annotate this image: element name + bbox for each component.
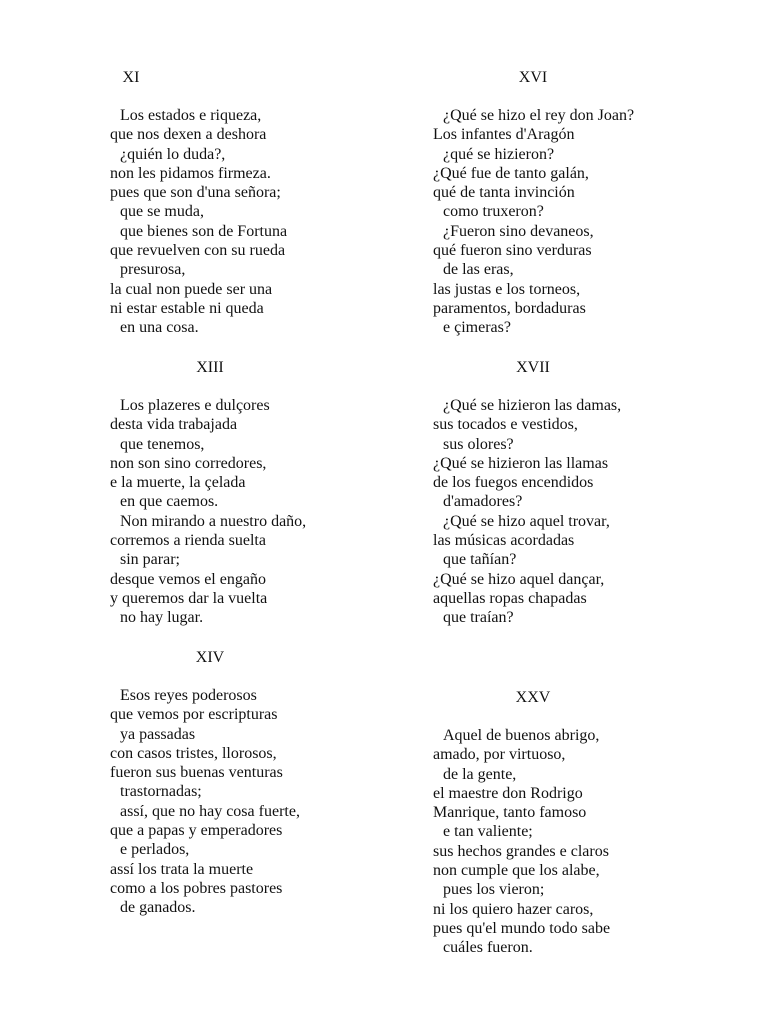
verse-line: ni estar estable ni queda xyxy=(110,299,264,317)
verse-line: que traían? xyxy=(443,609,514,627)
verse-line: non cumple que los alabe, xyxy=(433,862,600,880)
verse-line: ¿qué se hizieron? xyxy=(443,145,555,163)
verse-line: ¿Qué se hizo el rey don Joan? xyxy=(443,107,635,124)
verse-line: assí, que no hay cosa fuerte, xyxy=(120,802,300,820)
verse-line: en que caemos. xyxy=(120,493,219,511)
verse-line: desque vemos el engaño xyxy=(110,570,266,588)
verse-line: de la gente, xyxy=(443,765,517,783)
verse-line: Aquel de buenos abrigo, xyxy=(443,727,600,744)
verse-line: que revuelven con su rueda xyxy=(110,242,286,260)
verse-line: ¿Qué se hizieron las damas, xyxy=(443,397,622,414)
verse-line: ¿Qué se hizo aquel dançar, xyxy=(433,570,605,588)
verse-line: las justas e los torneos, xyxy=(433,280,581,298)
verse-line: non son sino corredores, xyxy=(110,454,267,472)
verse-line: como truxeron? xyxy=(443,203,544,221)
verse-line: presurosa, xyxy=(120,261,186,279)
verse-line: e perlados, xyxy=(120,841,190,859)
verse-line: paramentos, bordaduras xyxy=(433,299,586,317)
stanza-lines xyxy=(433,396,733,628)
verse-line: de las eras, xyxy=(443,261,514,279)
stanza-title: XVI xyxy=(518,69,548,86)
verse-line: la cual non puede ser una xyxy=(110,280,273,298)
stanza-title: XIII xyxy=(196,359,224,376)
verse-line: aquellas ropas chapadas xyxy=(433,589,587,607)
verse-line: desta vida trabajada xyxy=(110,416,238,434)
verse-line: no hay lugar. xyxy=(120,609,204,627)
verse-line: ni los quiero hazer caros, xyxy=(433,900,594,918)
verse-line: que bienes son de Fortuna xyxy=(120,222,288,240)
verse-line: sus hechos grandes e claros xyxy=(433,842,609,860)
verse-line: ya passadas xyxy=(120,725,196,743)
verse-line: en una cosa. xyxy=(120,319,199,337)
verse-line: ¿Qué se hizo aquel trovar, xyxy=(443,512,610,530)
verse-line: amado, por virtuoso, xyxy=(433,746,566,764)
verse-line: ¿Qué se hizieron las llamas xyxy=(433,454,609,472)
stanza-title: XIV xyxy=(195,649,225,666)
verse-line: con casos tristes, llorosos, xyxy=(110,744,277,762)
verse-line: que a papas y emperadores xyxy=(110,822,283,840)
verse-line: fueron sus buenas venturas xyxy=(110,764,283,782)
verse-line: como a los pobres pastores xyxy=(110,879,283,897)
verse-line: d'amadores? xyxy=(443,493,523,511)
verse-line: de los fuegos encendidos xyxy=(433,474,594,492)
verse-line: assí los trata la muerte xyxy=(110,860,254,878)
verse-line: cuáles fueron. xyxy=(443,939,533,957)
verse-line: Los estados e riqueza, xyxy=(120,107,262,124)
verse-line: que se muda, xyxy=(120,203,204,221)
verse-line: que tenemos, xyxy=(120,435,205,453)
verse-line: e la muerte, la çelada xyxy=(110,474,246,492)
stanza-lines xyxy=(110,396,410,628)
stanza-lines xyxy=(110,106,410,338)
verse-line: ¿Qué fue de tanto galán, xyxy=(433,164,589,182)
stanza-lines xyxy=(110,686,410,918)
verse-line: de ganados. xyxy=(120,899,196,917)
stanza-title: XXV xyxy=(515,689,551,706)
stanza-lines xyxy=(433,106,733,338)
verse-line: qué de tanta invinción xyxy=(433,184,575,202)
verse-line: Los plazeres e dulçores xyxy=(120,397,270,414)
verse-line: e çimeras? xyxy=(443,319,511,337)
verse-line: sus olores? xyxy=(443,435,514,453)
verse-line: Los infantes d'Aragón xyxy=(433,126,575,144)
stanza-title: XVII xyxy=(516,359,550,376)
verse-line: Manrique, tanto famoso xyxy=(433,804,587,822)
verse-line: ¿Fueron sino devaneos, xyxy=(443,222,594,240)
verse-line: corremos a rienda suelta xyxy=(110,532,266,550)
stanza-title: XI xyxy=(122,69,140,86)
verse-line: e tan valiente; xyxy=(443,823,533,841)
verse-line: Esos reyes poderosos xyxy=(120,687,257,704)
verse-line: Non mirando a nuestro daño, xyxy=(120,512,307,530)
verse-line: pues que son d'una señora; xyxy=(110,184,281,202)
verse-line: pues qu'el mundo todo sabe xyxy=(433,919,611,937)
verse-line: que nos dexen a deshora xyxy=(110,126,267,144)
verse-line: el maestre don Rodrigo xyxy=(433,784,583,802)
verse-line: qué fueron sino verduras xyxy=(433,242,592,260)
verse-line: y queremos dar la vuelta xyxy=(110,589,268,607)
verse-line: sin parar; xyxy=(120,551,180,569)
verse-line: que vemos por escripturas xyxy=(110,706,278,724)
verse-line: las músicas acordadas xyxy=(433,532,575,550)
verse-line: ¿quién lo duda?, xyxy=(120,145,226,163)
stanza-lines xyxy=(433,726,733,958)
verse-line: sus tocados e vestidos, xyxy=(433,416,578,434)
verse-line: non les pidamos firmeza. xyxy=(110,164,271,182)
verse-line: que tañían? xyxy=(443,551,517,569)
verse-line: trastornadas; xyxy=(120,783,202,801)
verse-line: pues los vieron; xyxy=(443,881,545,899)
